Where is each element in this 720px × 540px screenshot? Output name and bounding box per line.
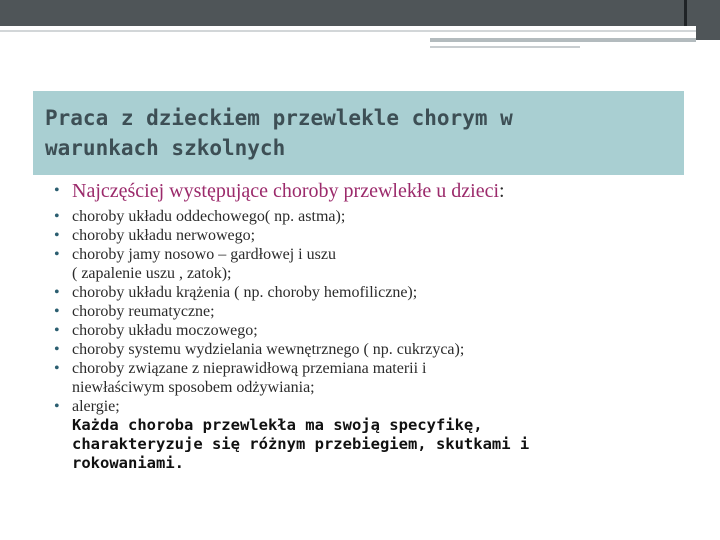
- list-item-text: choroby systemu wydzielania wewnętrznego ( np. cukrzyca);: [72, 341, 465, 358]
- bullet-icon: •: [54, 246, 60, 263]
- list-item: [54, 283, 694, 302]
- bullet-icon: •: [54, 303, 60, 320]
- list-item-text: choroby układu moczowego;: [72, 322, 258, 339]
- top-divider-line: [0, 30, 696, 32]
- bullet-icon: •: [54, 398, 60, 415]
- bullet-icon: •: [54, 284, 60, 301]
- bullet-icon: •: [54, 182, 60, 199]
- disease-list: [54, 207, 694, 416]
- summary-line-1: Każda choroba przewlekła ma swoją specyfikę,: [72, 416, 483, 434]
- top-decorative-bar: [0, 0, 720, 26]
- slide-title-line-1: Praca z dzieckiem przewlekle chorym w: [45, 106, 513, 130]
- top-accent-line: [430, 38, 696, 42]
- list-item: [54, 359, 694, 397]
- list-item-text-continued: ( zapalenie uszu , zatok);: [72, 265, 232, 282]
- list-item-text: choroby układu nerwowego;: [72, 227, 256, 244]
- list-item: [54, 226, 694, 245]
- list-item: [54, 245, 694, 283]
- list-item: [54, 207, 694, 226]
- top-accent-line-thin: [430, 46, 580, 48]
- bullet-icon: •: [54, 227, 60, 244]
- list-item-text-continued: niewłaściwym sposobem odżywiania;: [72, 379, 315, 396]
- slide-title: [45, 103, 665, 163]
- list-item-text: choroby związane z nieprawidłową przemiana materii i: [72, 360, 427, 377]
- bullet-icon: •: [54, 322, 60, 339]
- summary-statement: [72, 416, 694, 473]
- bullet-icon: •: [54, 208, 60, 225]
- bullet-icon: •: [54, 341, 60, 358]
- intro-text: Najczęściej występujące choroby przewlekłe u dzieci: [72, 180, 500, 202]
- list-item: [54, 321, 694, 340]
- list-item-text: choroby układu oddechowego( np. astma);: [72, 208, 346, 225]
- intro-bullet: [54, 178, 694, 204]
- list-item: [54, 340, 694, 359]
- list-item: [54, 397, 694, 416]
- bullet-icon: •: [54, 360, 60, 377]
- slide-content: [54, 178, 694, 473]
- top-right-block: [696, 0, 720, 40]
- list-item-text: choroby układu krążenia ( np. choroby hemofiliczne);: [72, 284, 418, 301]
- top-bar-accent: [684, 0, 687, 26]
- slide-title-line-2: warunkach szkolnych: [45, 136, 286, 160]
- list-item-text: choroby jamy nosowo – gardłowej i uszu: [72, 246, 336, 263]
- list-item-text: choroby reumatyczne;: [72, 303, 215, 320]
- list-item-text: alergie;: [72, 398, 120, 415]
- summary-line-2: charakteryzuje się różnym przebiegiem, skutkami i: [72, 435, 530, 453]
- intro-colon: :: [499, 180, 505, 202]
- summary-line-3: rokowaniami.: [72, 454, 184, 472]
- list-item: [54, 302, 694, 321]
